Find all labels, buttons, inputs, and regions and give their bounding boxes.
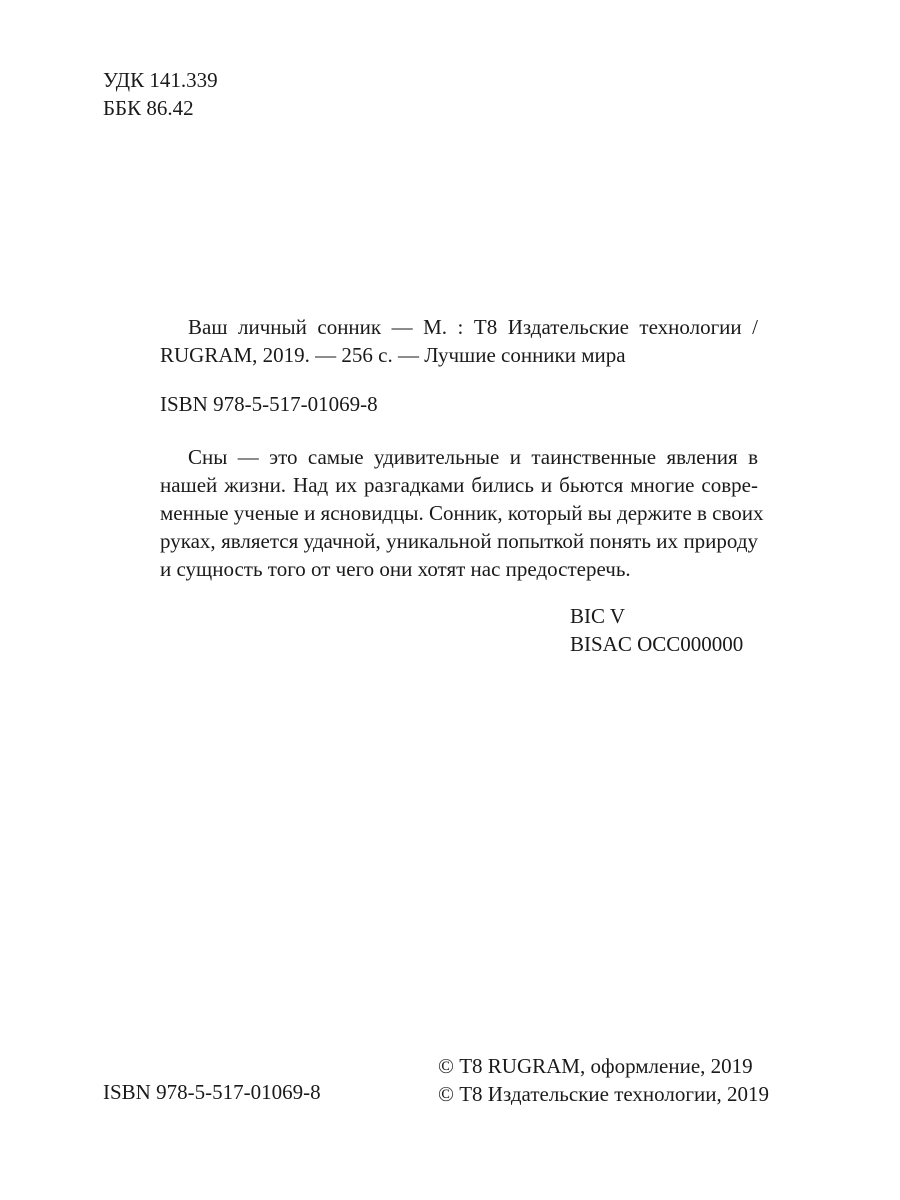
bibliographic-record (160, 313, 758, 369)
annotation-line: руках, является удачной, уникальной попыткой понять их природу (160, 529, 758, 553)
bbk-code: ББК 86.42 (103, 96, 194, 120)
annotation-line: нашей жизни. Над их разгадками бились и бьются многие совре- (160, 473, 758, 497)
isbn-bottom: ISBN 978-5-517-01069-8 (103, 1080, 321, 1104)
bibliographic-line-2: RUGRAM, 2019. — 256 с. — Лучшие сонники мира (160, 343, 626, 367)
bibliographic-line-1: Ваш личный сонник — М. : Т8 Издательские технологии / (188, 315, 758, 339)
annotation-line: и сущность того от чего они хотят нас предостеречь. (160, 557, 631, 581)
copyright-line-2: © Т8 Издательские технологии, 2019 (438, 1082, 769, 1106)
classification-codes (103, 66, 218, 122)
subject-codes (570, 602, 743, 658)
isbn-top: ISBN 978-5-517-01069-8 (160, 392, 378, 416)
annotation-line: менные ученые и ясновидцы. Сонник, который вы держите в своих (160, 501, 764, 525)
udk-code: УДК 141.339 (103, 68, 218, 92)
annotation-line: Сны — это самые удивительные и таинственные явления в (188, 445, 758, 469)
bic-code: BIC V (570, 604, 626, 628)
bisac-code: BISAC OCC000000 (570, 632, 744, 656)
copyright-notices (438, 1052, 769, 1108)
copyright-line-1: © Т8 RUGRAM, оформление, 2019 (438, 1054, 753, 1078)
annotation (160, 443, 764, 583)
